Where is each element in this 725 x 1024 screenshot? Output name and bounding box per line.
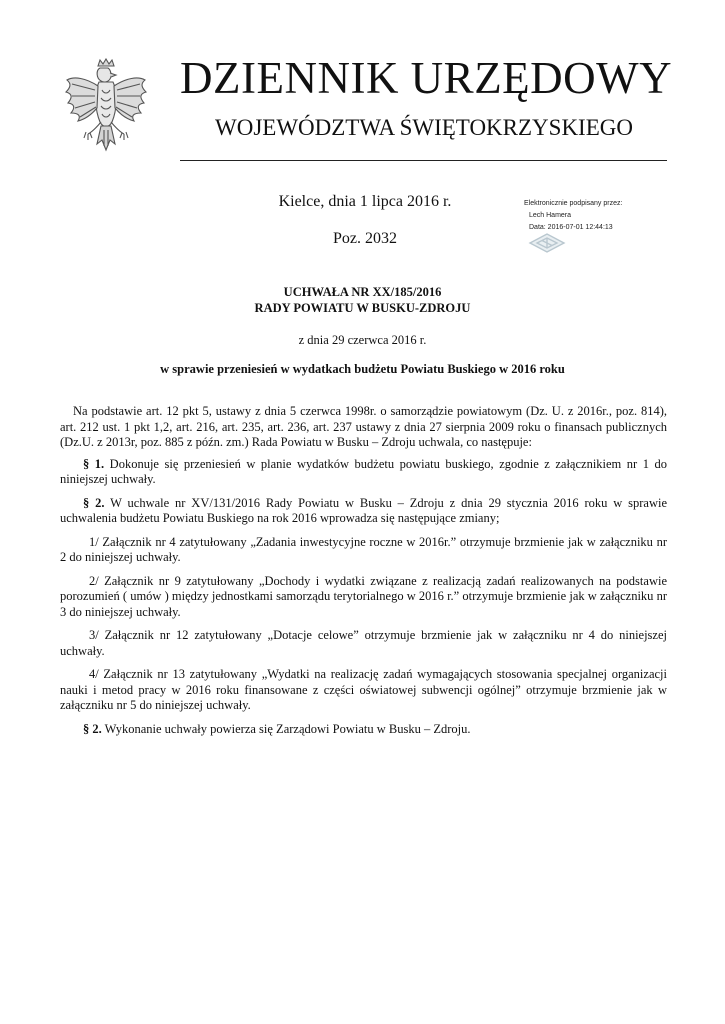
resolution-body [60,404,667,745]
header-divider [180,160,667,161]
amendment-item-2: 2/ Załącznik nr 9 zatytułowany „Dochody i wydatki związane z realizacją zadań realizowanych na podstawie porozumień ( umów ) między jednostkami samorządu terytorialnego w 2016 r.” otrzymuje brzmienie jak w załączniku nr 3 do niniejszej uchwały. [60,573,667,619]
electronic-signature-block [524,198,664,234]
section-1-text: Dokonuje się przeniesień w planie wydatków budżetu powiatu buskiego, zgodnie z załącznikiem nr 1 do niniejszej uchwały. [60,456,668,486]
journal-title: DZIENNIK URZĘDOWY [180,53,673,103]
polish-eagle-emblem-icon [64,58,148,158]
resolution-heading [40,284,685,316]
signature-date: Data: 2016-07-01 12:44:13 [529,224,613,231]
amendment-item-4: 4/ Załącznik nr 13 zatytułowany „Wydatki na realizację zadań wymagających stosowania specjalnej organizacji nauki i metod pracy w 2016 roku finansowane z części oświatowej subwencji ogólnej” otrzymuje brzmienie jak w załączniku nr 5 do niniejszej uchwały. [60,667,667,712]
section-2-label: § 2. [83,495,105,510]
journal-subtitle: WOJEWÓDZTWA ŚWIĘTOKRZYSKIEGO [215,115,633,140]
amendment-item-1: 1/ Załącznik nr 4 zatytułowany „Zadania inwestycyjne roczne w 2016r.” otrzymuje brzmienie jak w załączniku nr 2 do niniejszej uchwały. [60,534,667,564]
resolution-subject: w sprawie przeniesień w wydatkach budżetu Powiatu Buskiego w 2016 roku [160,362,565,376]
place-and-date: Kielce, dnia 1 lipca 2016 r. [278,193,452,210]
section-3-paragraph [60,722,667,738]
position-number: Poz. 2032 [333,230,397,247]
preamble-paragraph: Na podstawie art. 12 pkt 5, ustawy z dnia 5 czerwca 1998r. o samorządzie powiatowym (Dz. U. z 2016r., poz. 814), art. 212 ust. 1 pkt 1,2, art. 216, art. 235, art. 236, art. 237 ustawy z dnia 27 sierpnia 2009 roku o finansach publicznych (Dz.U. z 2013r, poz. 885 z późn. zm.) Rada Powiatu w Busku – Zdroju uchwala, co następuje: [60,404,667,449]
section-2-paragraph [60,496,667,527]
section-3-label: § 2. [83,721,102,736]
signature-signer: Lech Hamera [529,212,572,219]
signature-logo-icon [528,232,566,254]
resolution-date: z dnia 29 czerwca 2016 r. [298,333,427,347]
resolution-number: UCHWAŁA NR XX/185/2016 [283,285,442,299]
amendment-item-3: 3/ Załącznik nr 12 zatytułowany „Dotacje celowe” otrzymuje brzmienie jak w załączniku nr 4 do niniejszej uchwały. [60,628,667,658]
resolution-issuer: RADY POWIATU W BUSKU-ZDROJU [254,301,471,315]
section-1-paragraph [60,457,667,488]
section-3-text: Wykonanie uchwały powierza się Zarządowi Powiatu w Busku – Zdroju. [101,721,471,736]
section-1-label: § 1. [83,456,105,471]
signature-label: Elektronicznie podpisany przez: [524,200,623,207]
section-2-text: W uchwale nr XV/131/2016 Rady Powiatu w Busku – Zdroju z dnia 29 stycznia 2016 roku w sprawie uchwalenia budżetu Powiatu Buskiego na rok 2016 wprowadza się następujące zmiany; [60,495,667,525]
